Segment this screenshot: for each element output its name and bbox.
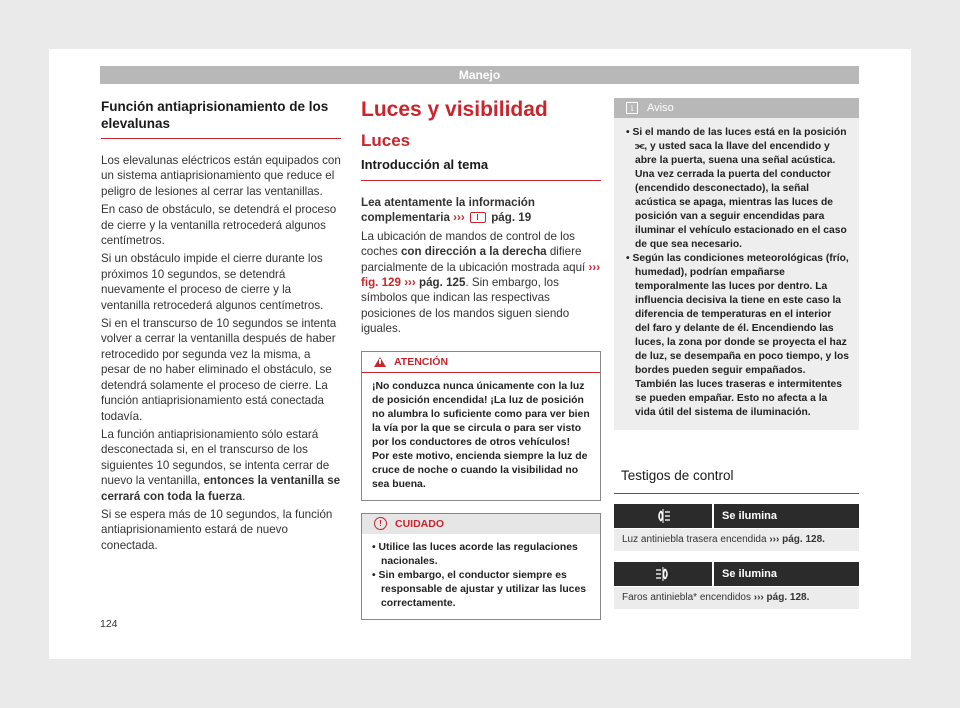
bold-text: Lea atentamente la información complementaria: [361, 196, 535, 225]
ref-arrow: ›››: [769, 534, 780, 545]
body-text: [101, 153, 341, 553]
section-heading: Función antiaprisionamiento de los elevalunas: [101, 99, 329, 131]
page-ref[interactable]: pág. 128.: [766, 592, 810, 603]
figure-link[interactable]: fig. 129: [361, 276, 401, 290]
caution-label: CUIDADO: [395, 517, 444, 530]
ref-arrow: ›››: [453, 211, 465, 225]
caution-circle-icon: !: [374, 517, 387, 530]
table-description: [614, 529, 859, 551]
table-row: [614, 562, 859, 586]
caution-box: [361, 513, 601, 620]
bold-text: entonces la ventanilla se cerrará con toda la fuerza: [101, 474, 341, 503]
notice-label: Aviso: [647, 102, 674, 114]
paragraph: [361, 229, 601, 337]
list-item: • Utilice las luces acorde las regulaciones nacionales.: [372, 541, 578, 567]
page-ref[interactable]: pág. 125: [419, 276, 466, 290]
table-description: [614, 587, 859, 609]
notice-box: [614, 98, 859, 430]
list-item-text: Si el mando de las luces está en la posición ⫘, y usted saca la llave del encendido y abre la puerta, suena una señal acústica. Una vez cerrada la puerta del conductor (encendido desconectado), la señal acústica se apaga, mientras las luces de posición van a seguir encendidas para iluminar el vehículo estacionado en el caso de que sea necesario.: [632, 127, 847, 250]
description-text: Faros antiniebla* encendidos: [622, 592, 751, 603]
paragraph: Si un obstáculo impide el cierre durante los próximos 10 segundos, se detendrá nuevamente el proceso de cierre y la ventanilla retrocederá algunos centímetros.: [101, 252, 324, 312]
status-label: Se ilumina: [714, 562, 859, 586]
heading-rule: [614, 493, 859, 494]
section-title: Luces: [361, 131, 411, 150]
notice-header: [614, 98, 859, 118]
warning-triangle-icon: [374, 357, 386, 367]
caution-header: [362, 514, 600, 534]
text-span: .: [242, 489, 246, 503]
notice-list: [614, 118, 859, 430]
heading-rule: [101, 138, 341, 139]
status-label: Se ilumina: [714, 504, 859, 528]
ref-arrow: ›››: [404, 276, 416, 290]
section-header: Manejo: [100, 66, 859, 84]
column-middle: [361, 98, 601, 620]
description-text: Luz antiniebla trasera encendida: [622, 534, 767, 545]
text-span: difiere parcialmente de la ubicación mostrada aquí: [361, 245, 589, 274]
page-number: 124: [100, 618, 118, 630]
column-left: [101, 98, 341, 556]
text-span: La ubicación de mandos de control de los coches: [361, 229, 575, 259]
list-item: • Sin embargo, el conductor siempre es responsable de ajustar y utilizar las luces correctamente.: [372, 569, 587, 609]
bold-text: con dirección a la derecha: [400, 245, 547, 259]
paragraph: [361, 195, 601, 226]
ref-arrow: ›››: [753, 592, 764, 603]
subsection-title: Introducción al tema: [361, 157, 489, 172]
warning-box: [361, 351, 601, 501]
warning-header: [362, 352, 600, 373]
paragraph: Los elevalunas eléctricos están equipados con un sistema antiaprisionamiento que reduce el peligro de lesiones al cerrar las ventanillas.: [101, 154, 341, 198]
ref-arrow: ›››: [588, 260, 601, 274]
paragraph: En caso de obstáculo, se detendrá el proceso de cierre y la ventanilla retrocederá algunos centímetros.: [101, 203, 337, 248]
warning-paragraph: ¡No conduzca nunca únicamente con la luz de posición encendida! ¡La luz de posición no alumbra lo suficiente como para ver bien la vía por la que se circula o para ser visto por los conductores de otros vehículos! Por este motivo, encienda siempre la luz de cruce de noche o cuando la visibilidad no sea buena.: [372, 380, 590, 490]
column-right: [614, 98, 859, 609]
list-item: • Según las condiciones meteorológicas (frío, humedad), podrían empañarse temporalmente las luces por dentro. La influencia decisiva la tiene en este caso la diferencia de temperaturas en el interior del faro y delante de él. Encendiendo las luces, la zona por donde se proyecta el haz de luz, se desempaña en poco tiempo, y los bordes pueden seguir empañados. También las luces traseras e intermitentes se pueden empañar. Esto no afecta a la vida útil del sistema de iluminación.: [626, 253, 850, 418]
warning-text: [362, 373, 600, 500]
front-fog-light-icon: [614, 562, 712, 586]
paragraph: [101, 427, 341, 504]
list-item: • Si el mando de las luces está en la posición ⫘, y usted saca la llave del encendido y abre la puerta, suena una señal acústica. Una vez cerrada la puerta del conductor (encendido desconectado), la señal acústica se apaga, mientras las luces de posición van a seguir encendidas para iluminar el vehículo estacionado en el caso de que sea necesario.: [626, 127, 847, 250]
book-icon: [470, 212, 486, 223]
caution-list: [362, 534, 600, 619]
section-title: Testigos de control: [621, 468, 734, 483]
chapter-title: Luces y visibilidad: [361, 98, 548, 121]
list-item-text: Según las condiciones meteorológicas (frío, humedad), podrían empañarse temporalmente las luces por dentro. La influencia decisiva la tiene en este caso la diferencia de temperaturas en el interior del faro y delante de él. Encendiendo las luces, la zona por donde se proyecta el haz de luz, se desempaña en poco tiempo, y los bordes pueden seguir empañados. También las luces traseras e intermitentes se pueden empañar. Esto no afecta a la vida útil del sistema de iluminación.: [632, 253, 850, 418]
text-span: La función antiaprisionamiento sólo estará desconectada si, en el transcurso de los siguientes 10 segundos, se intenta cerrar de nuevo la ventanilla,: [101, 427, 330, 488]
text-span: . Sin embargo, los símbolos que indican las respectivas posiciones de los mandos siguen siendo iguales.: [361, 276, 570, 336]
page-ref[interactable]: pág. 128.: [782, 534, 825, 545]
table-row: [614, 504, 859, 528]
body-text: [361, 195, 601, 337]
paragraph: Si se espera más de 10 segundos, la función antiaprisionamiento estará de nuevo conectada.: [101, 507, 333, 552]
list-item-text: Utilice las luces acorde las regulaciones nacionales.: [378, 541, 578, 567]
rear-fog-light-icon: [614, 504, 712, 528]
heading-rule: [361, 180, 601, 181]
warning-label: ATENCIÓN: [394, 355, 449, 368]
info-icon: i: [626, 102, 638, 114]
paragraph: Si en el transcurso de 10 segundos se intenta volver a cerrar la ventanilla después de haber retrocedido por segunda vez la misma, a pesar de no haber eliminado el obstáculo, se detendrá solamente el proceso de cierre. La función antiaprisionamiento está conectada todavía.: [101, 317, 337, 423]
page-ref[interactable]: pág. 19: [491, 211, 532, 225]
list-item-text: Sin embargo, el conductor siempre es responsable de ajustar y utilizar las luces correctamente.: [378, 569, 587, 609]
